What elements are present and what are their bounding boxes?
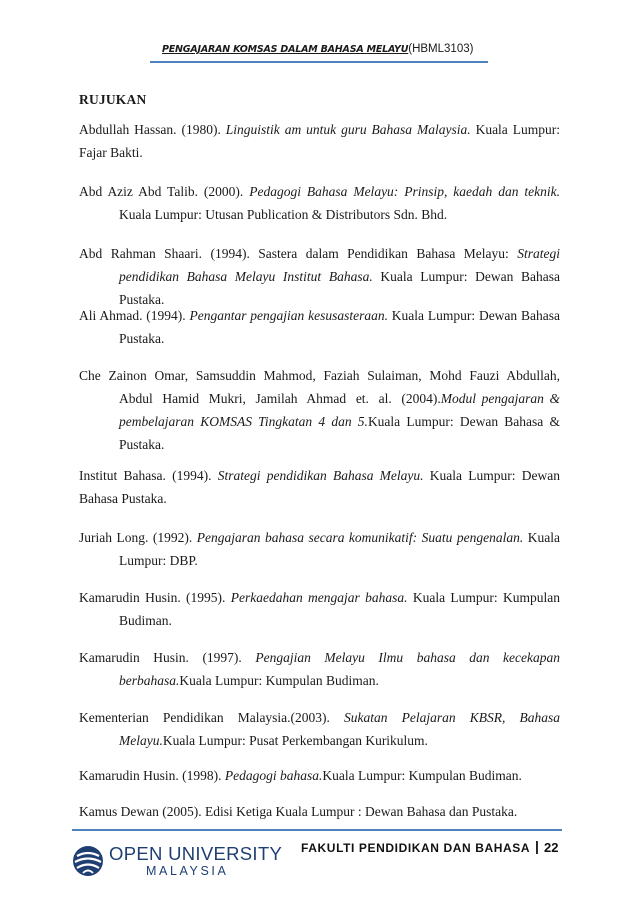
course-title: PENGAJARAN KOMSAS DALAM BAHASA MELAYU xyxy=(162,44,409,55)
reference-entry xyxy=(79,764,560,787)
reference-entry xyxy=(79,242,560,311)
reference-entry xyxy=(79,800,560,823)
reference-publisher: Kuala Lumpur: Utusan Publication & Distributors Sdn. Bhd. xyxy=(119,207,448,222)
references-heading: RUJUKAN xyxy=(79,92,147,107)
reference-title: Linguistik am untuk guru Bahasa Malaysia. xyxy=(225,122,471,137)
reference-title: Modul pengajaran & pembelajaran KOMSAS Tingkatan 4 dan 5. xyxy=(119,391,560,429)
reference-entry xyxy=(79,364,560,456)
reference-title: Pedagogi bahasa. xyxy=(224,768,323,783)
reference-entry xyxy=(79,526,560,572)
reference-author: Juriah Long. (1992). xyxy=(79,530,197,545)
reference-entry xyxy=(79,304,560,350)
course-code: (HBML3103) xyxy=(408,43,474,55)
reference-entry xyxy=(79,464,560,510)
page-number: 22 xyxy=(544,840,559,855)
reference-publisher: Kuala Lumpur: Kumpulan Budiman. xyxy=(179,673,379,688)
reference-author: Kamus Dewan (2005). Edisi Ketiga Kuala Lumpur : Dewan Bahasa dan Pustaka. xyxy=(79,804,518,819)
page-header xyxy=(150,41,488,63)
logo-line2: MALAYSIA xyxy=(146,864,229,878)
footer-separator: | xyxy=(535,838,539,854)
reference-title: Pengajian Melayu Ilmu bahasa dan kecekapan berbahasa. xyxy=(119,650,560,688)
reference-author: Che Zainon Omar, Samsuddin Mahmod, Faziah Sulaiman, Mohd Fauzi Abdullah, Abdul Hamid Mukri, Jamilah Ahmad et. al. (2004). xyxy=(79,368,560,406)
reference-entry xyxy=(79,180,560,226)
reference-publisher: Kuala Lumpur: Dewan Bahasa Pustaka. xyxy=(119,269,560,307)
reference-entry xyxy=(79,118,560,164)
faculty-name: FAKULTI PENDIDIKAN DAN BAHASA xyxy=(301,841,531,855)
reference-title: Pengajaran bahasa secara komunikatif: Suatu pengenalan. xyxy=(196,530,524,545)
reference-author: Institut Bahasa. (1994). xyxy=(79,468,218,483)
reference-author: Abdullah Hassan. (1980). xyxy=(79,122,226,137)
reference-title: Strategi pendidikan Bahasa Melayu Institut Bahasa. xyxy=(119,246,560,284)
reference-entry xyxy=(79,706,560,752)
reference-author: Abd Aziz Abd Talib. (2000). xyxy=(79,184,250,199)
reference-author: Kamarudin Husin. (1998). xyxy=(79,768,225,783)
oum-logo xyxy=(71,841,283,881)
reference-publisher: Kuala Lumpur: Dewan Bahasa Pustaka. xyxy=(119,308,560,346)
reference-title: Perkaedahan mengajar bahasa. xyxy=(230,590,408,605)
globe-icon xyxy=(71,844,105,878)
reference-title: Pedagogi Bahasa Melayu: Prinsip, kaedah dan teknik. xyxy=(249,184,560,199)
logo-line1: OPEN UNIVERSITY xyxy=(109,843,283,864)
reference-author: Kamarudin Husin. (1997). xyxy=(79,650,256,665)
reference-title: Sukatan Pelajaran KBSR, Bahasa Melayu. xyxy=(119,710,561,748)
reference-publisher: Kuala Lumpur: Kumpulan Budiman. xyxy=(119,590,560,628)
reference-author: Kamarudin Husin. (1995). xyxy=(79,590,231,605)
reference-author: Abd Rahman Shaari. (1994). Sastera dalam Pendidikan Bahasa Melayu: xyxy=(79,246,518,261)
reference-entry xyxy=(79,646,560,692)
reference-publisher: Kuala Lumpur: Dewan Bahasa & Pustaka. xyxy=(119,414,560,452)
reference-publisher: Kuala Lumpur: Kumpulan Budiman. xyxy=(322,768,522,783)
reference-author: Kementerian Pendidikan Malaysia.(2003). xyxy=(79,710,345,725)
reference-publisher: Kuala Lumpur: Dewan Bahasa Pustaka. xyxy=(79,468,560,506)
reference-author: Ali Ahmad. (1994). xyxy=(79,308,190,323)
header-text xyxy=(162,41,473,56)
header-rule xyxy=(150,61,488,63)
reference-title: Strategi pendidikan Bahasa Melayu. xyxy=(217,468,424,483)
reference-publisher: Kuala Lumpur: Fajar Bakti. xyxy=(79,122,560,160)
reference-publisher: Kuala Lumpur: DBP. xyxy=(119,530,560,568)
reference-title: Pengantar pengajian kesusasteraan. xyxy=(189,308,388,323)
reference-entry xyxy=(79,586,560,632)
reference-publisher: Kuala Lumpur: Pusat Perkembangan Kurikulum. xyxy=(162,733,428,748)
footer-rule xyxy=(72,829,562,831)
